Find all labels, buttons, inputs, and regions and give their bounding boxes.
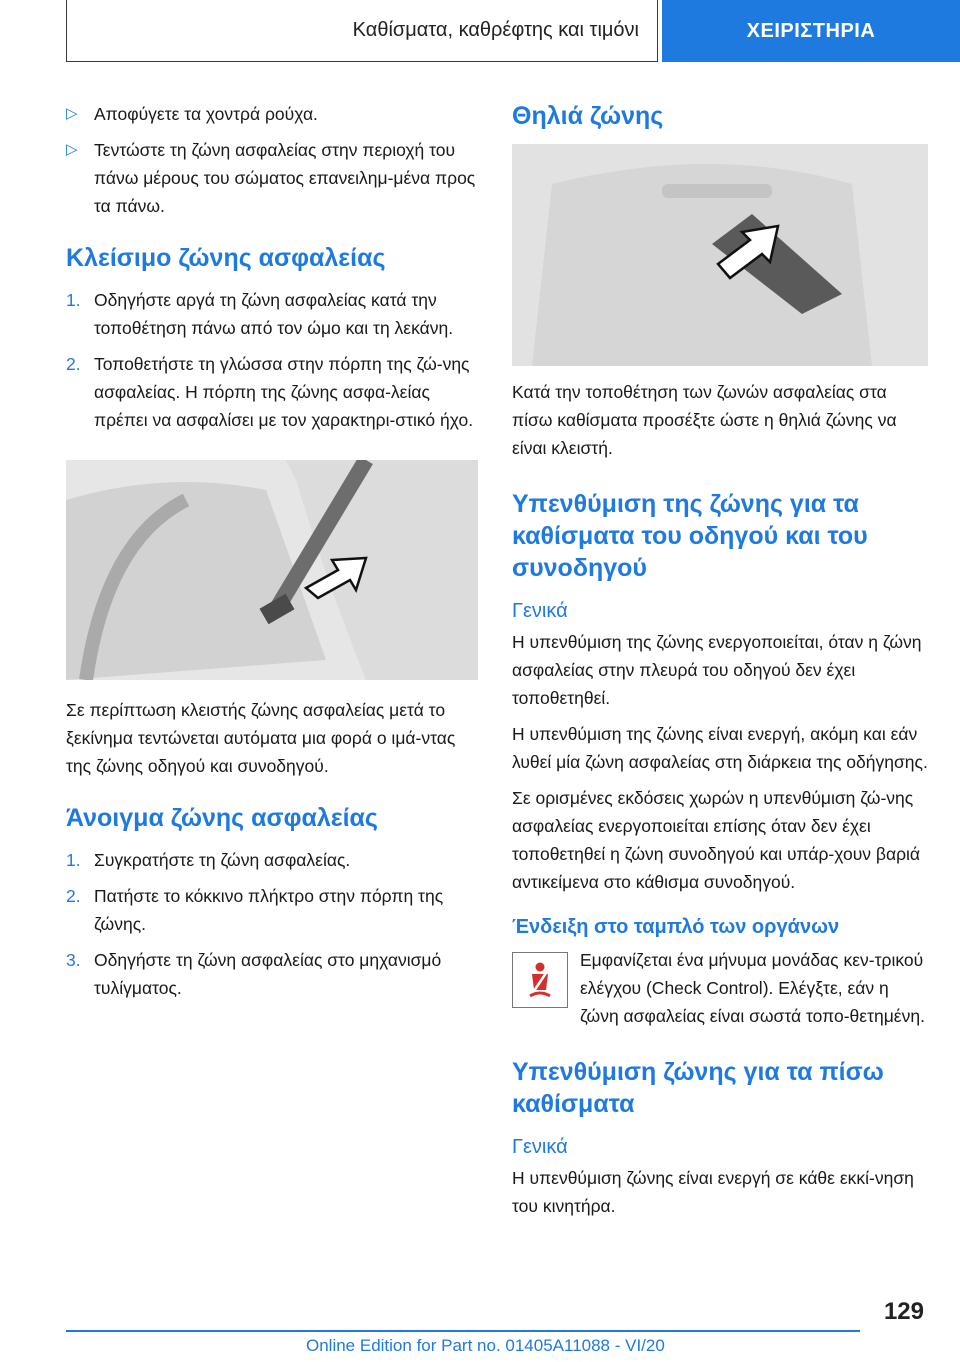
heading-instrument-indicator: Ένδειξη στο ταμπλό των οργάνων — [512, 916, 840, 938]
belt-loop-text: Κατά την τοποθέτηση των ζωνών ασφαλείας στα πίσω καθίσματα προσέξτε ώστε η θηλιά ζώνης να είναι κλειστή. — [512, 382, 897, 458]
heading-belt-loop: Θηλιά ζώνης — [512, 102, 664, 130]
seatbelt-illustration — [66, 460, 478, 680]
step-item: 3. Οδηγήστε τη ζώνη ασφαλείας στο μηχανισμό τυλίγματος. — [66, 950, 442, 998]
chapter-title: Καθίσματα, καθρέφτης και τιμόνι — [66, 0, 658, 62]
page-header — [66, 0, 960, 64]
left-column — [66, 100, 478, 1010]
step-item: 2. Πατήστε το κόκκινο πλήκτρο στην πόρπη της ζώνης. — [66, 886, 444, 934]
triangle-bullet-icon: ▷ — [66, 105, 78, 122]
paragraph: Η υπενθύμιση της ζώνης ενεργοποιείται, όταν η ζώνη ασφαλείας στην πλευρά του οδηγού δεν έχει τοποθετηθεί. — [512, 632, 922, 708]
subheading-general: Γενικά — [512, 1136, 568, 1158]
step-item: 2. Τοποθετήστε τη γλώσσα στην πόρπη της ζώ-νης ασφαλείας. Η πόρπη της ζώνης ασφα-λείας πρέπει να ασφαλίσει με τον χαρακτηρι-στικό ήχο. — [66, 354, 474, 430]
section-tab[interactable]: ΧΕΙΡΙΣΤΗΡΙΑ — [662, 0, 960, 62]
paragraph: Σε ορισμένες εκδόσεις χωρών η υπενθύμιση ζώ-νης ασφαλείας ενεργοποιείται επίσης όταν δεν έχει τοποθετηθεί η ζώνη συνοδηγού και υπάρ-χουν βαριά αντικείμενα στο κάθισμα συνοδηγού. — [512, 788, 921, 892]
subheading-general: Γενικά — [512, 600, 568, 622]
footer-edition: Online Edition for Part no. 01405A11088 - VI/20 — [306, 1336, 665, 1355]
seatbelt-warning-icon — [512, 952, 568, 1008]
indicator-block — [512, 946, 928, 1030]
heading-open-belt: Άνοιγμα ζώνης ασφαλείας — [66, 804, 378, 832]
belt-loop-photo — [512, 144, 928, 366]
paragraph: Η υπενθύμιση ζώνης είναι ενεργή σε κάθε εκκί-νηση του κινητήρα. — [512, 1168, 914, 1216]
list-item: ▷ Αποφύγετε τα χοντρά ρούχα. — [66, 100, 478, 128]
paragraph: Η υπενθύμιση της ζώνης είναι ενεργή, ακόμη και εάν λυθεί μία ζώνη ασφαλείας στη διάρκεια της οδήγησης. — [512, 724, 928, 772]
belt-loop-illustration — [512, 144, 928, 366]
triangle-bullet-icon: ▷ — [66, 141, 78, 158]
right-column — [512, 100, 928, 1228]
step-item: 1. Συγκρατήστε τη ζώνη ασφαλείας. — [66, 850, 351, 870]
seatbelt-photo — [66, 460, 478, 680]
list-item: ▷ Τεντώστε τη ζώνη ασφαλείας στην περιοχή του πάνω μέρους του σώματος επανειλημ-μένα προς τα πάνω. — [66, 136, 478, 220]
heading-reminder-front: Υπενθύμιση της ζώνης για τα καθίσματα του οδηγού και του συνοδηγού — [512, 490, 868, 582]
photo-caption: Σε περίπτωση κλειστής ζώνης ασφαλείας μετά το ξεκίνημα τεντώνεται αυτόματα μια φορά ο ιμά-ντας της ζώνης οδηγού και συνοδηγού. — [66, 700, 456, 776]
step-item: 1. Οδηγήστε αργά τη ζώνη ασφαλείας κατά την τοποθέτηση πάνω από τον ώμο και τη λεκάνη. — [66, 290, 454, 338]
indicator-text: Εμφανίζεται ένα μήνυμα μονάδας κεν-τρικού ελέγχου (Check Control). Ελέγξτε, εάν η ζώνη ασφαλείας είναι σωστά τοπο-θετημένη. — [580, 950, 925, 1026]
heading-reminder-rear: Υπενθύμιση ζώνης για τα πίσω καθίσματα — [512, 1058, 884, 1118]
footer-divider — [66, 1330, 860, 1332]
heading-fasten-belt: Κλείσιμο ζώνης ασφαλείας — [66, 244, 386, 272]
page-number: 129 — [883, 1298, 924, 1325]
